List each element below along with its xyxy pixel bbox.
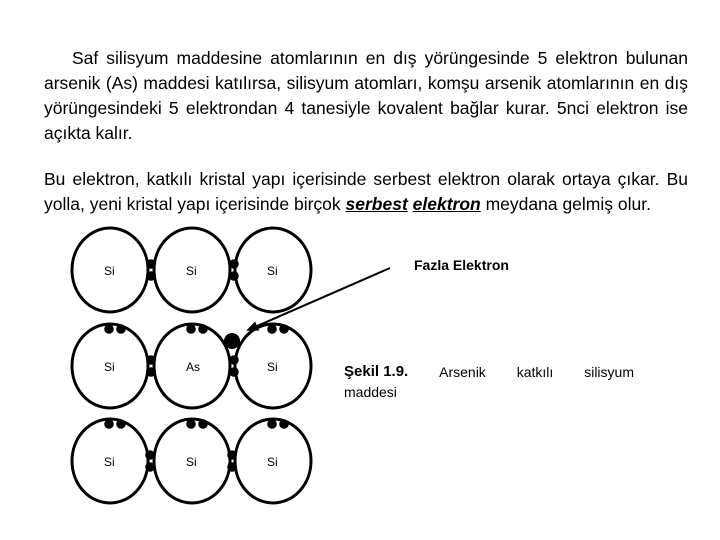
bond-electron	[116, 324, 126, 334]
bond-electron	[104, 419, 114, 429]
atom-symbol: Si	[267, 455, 278, 469]
paragraph-2-end: meydana gelmiş olur.	[480, 194, 651, 214]
paragraph-2-text: Bu elektron, katkılı kristal yapı içerisinde serbest elektron olarak ortaya çıkar. Bu yolla, yeni kristal yapı içerisinde birçok	[44, 169, 688, 214]
atom-symbol: Si	[104, 455, 115, 469]
atom-symbol: As	[186, 360, 201, 374]
bond-electron	[229, 367, 239, 377]
caption-line-2: maddesi	[344, 384, 397, 400]
paragraph-1: Saf silisyum maddesine atomlarının en dış yörüngesinde 5 elektron bulunan arsenik (As) maddesi katılırsa, silisyum atomları, komşu arsenik atomlarının en dış yörüngesindeki 5 elektrondan 4 tanesiyle kovalent bağlar kurar. 5nci elektron ise açıkta kalır.	[44, 48, 688, 143]
bond-electron	[116, 419, 126, 429]
atom-symbol: Si	[267, 360, 278, 374]
bond-electron	[104, 324, 114, 334]
atom-symbol: Si	[104, 264, 115, 278]
bond-electron	[145, 450, 155, 460]
bond-electron	[186, 419, 196, 429]
caption-word-2: katkılı	[516, 364, 554, 380]
atom-group	[72, 228, 311, 503]
atom-symbol: Si	[186, 455, 197, 469]
emphasis-elektron: elektron	[412, 194, 481, 214]
bond-electron	[227, 450, 237, 460]
bond-electron	[229, 355, 239, 365]
atom-symbol: Si	[104, 360, 115, 374]
bond-electron	[146, 355, 156, 365]
extra-electron	[224, 333, 240, 349]
bond-electron	[146, 271, 156, 281]
bond-electron	[229, 259, 239, 269]
bond-electron	[279, 419, 289, 429]
atom-symbol: Si	[267, 264, 278, 278]
caption-label: Şekil 1.9.	[344, 363, 409, 380]
caption-line-1	[344, 362, 634, 382]
bond-electron	[279, 324, 289, 334]
bond-electron	[146, 367, 156, 377]
bond-electron	[267, 324, 277, 334]
caption-word-1: Arsenik	[439, 364, 486, 380]
bond-electron	[267, 419, 277, 429]
bond-electron	[227, 462, 237, 472]
figure-caption	[344, 362, 634, 402]
extra-electron-label: Fazla Elektron	[414, 257, 509, 273]
bond-electron	[198, 324, 208, 334]
bond-electron	[145, 462, 155, 472]
atom-symbol: Si	[186, 264, 197, 278]
caption-word-3: silisyum	[584, 364, 634, 380]
emphasis-serbest: serbest	[345, 194, 408, 214]
bond-electron	[146, 259, 156, 269]
bond-electron	[186, 324, 196, 334]
bond-electron	[229, 271, 239, 281]
bond-electron	[198, 419, 208, 429]
